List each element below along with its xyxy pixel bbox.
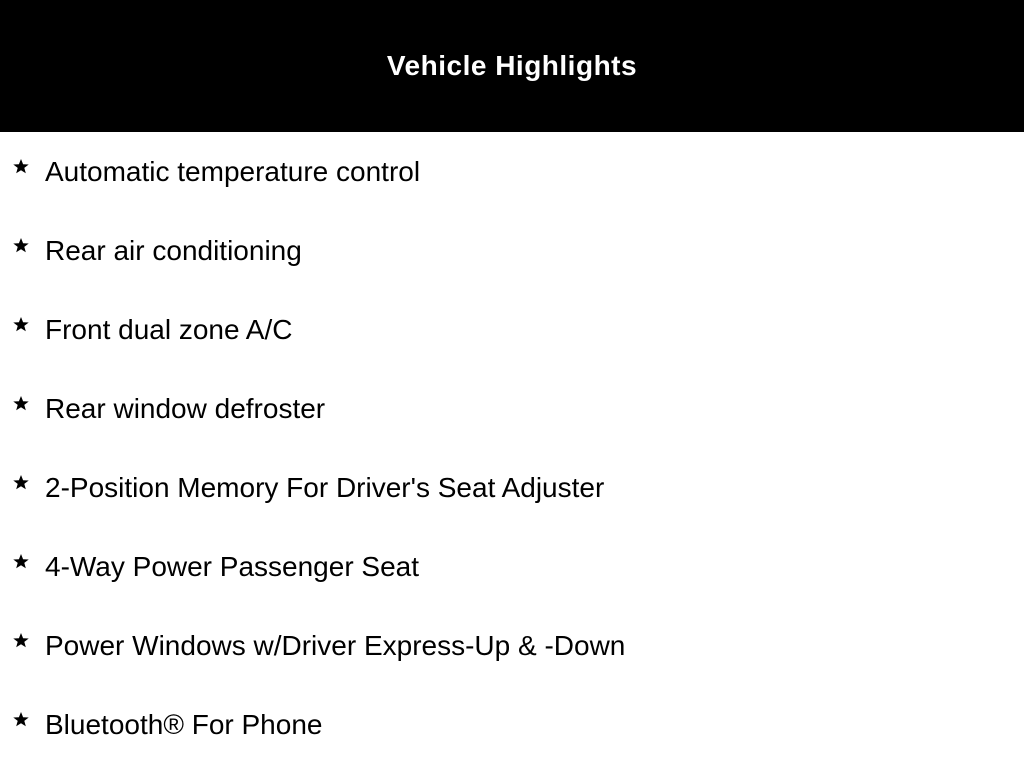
list-item-label: Front dual zone A/C: [45, 314, 293, 345]
list-item-label: 2-Position Memory For Driver's Seat Adjuster: [45, 472, 605, 503]
star-icon: [11, 235, 31, 255]
star-icon: [11, 314, 31, 334]
list-item: [0, 132, 1024, 211]
page-title: Vehicle Highlights: [386, 49, 638, 81]
list-item: [0, 685, 1024, 764]
list-item-label: Automatic temperature control: [45, 156, 421, 187]
highlights-list: [0, 132, 1024, 764]
list-item: [0, 527, 1024, 606]
star-icon: [11, 709, 31, 729]
list-item-label: Rear window defroster: [45, 393, 326, 424]
star-icon: [11, 551, 31, 571]
list-item: [0, 211, 1024, 290]
star-icon: [11, 472, 31, 492]
star-icon: [11, 156, 31, 176]
list-item-label: Rear air conditioning: [45, 235, 302, 266]
list-item: [0, 369, 1024, 448]
list-item: [0, 448, 1024, 527]
list-item: [0, 606, 1024, 685]
list-item-label: Bluetooth® For Phone: [45, 709, 323, 740]
list-item: [0, 290, 1024, 369]
header-banner: [0, 0, 1024, 132]
star-icon: [11, 393, 31, 413]
list-item-label: Power Windows w/Driver Express-Up & -Down: [45, 630, 626, 661]
list-item-label: 4-Way Power Passenger Seat: [45, 551, 420, 582]
star-icon: [11, 630, 31, 650]
